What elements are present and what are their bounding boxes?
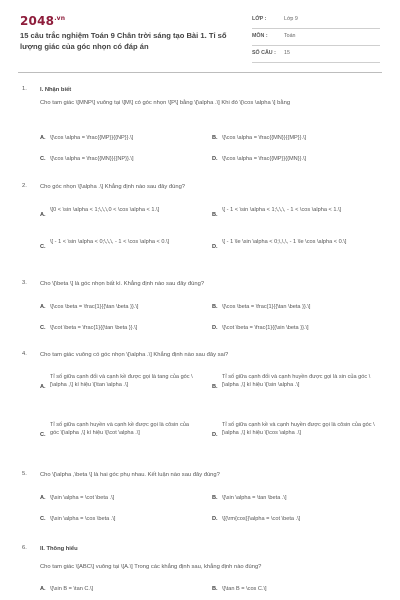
meta-value: 15 [284,50,290,56]
option-text: \[\sin \alpha = \tan \beta .\] [222,495,287,501]
option-text: \[ - 1 < \sin \alpha < 1;\,\,\, - 1 < \cos \alpha < 1.\] [222,207,342,213]
option-letter: A. [40,212,46,218]
meta-row-count [252,46,380,63]
option-letter: C. [40,325,46,331]
option-text: \[\cot \beta = \frac{1}{{\tan \beta }}.\] [50,325,138,331]
meta-key: SỐ CÂU : [252,50,276,56]
question-number: 6. [22,545,27,551]
option-text: \[\tan B = \cos C.\] [222,586,267,592]
logo-suffix: .vn [54,15,66,22]
option-text: \[\cos \beta = \frac{1}{{\tan \beta }}.\] [50,304,139,310]
option-text: Tỉ số giữa cạnh đối và cạnh huyền được gọi là sin của góc \[\alpha ,\] kí hiệu \[\sin \alpha .\] [222,374,371,388]
question-stem: Cho tam giác \[ABC\] vuông tại \[A.\] Trong các khẳng định sau, khẳng định nào đúng? [40,564,262,570]
meta-value: Toán [284,33,296,39]
option-letter: A. [40,384,46,390]
option-text: \[{\rm{cos}}\alpha = \cot \beta .\] [222,516,301,522]
option-text: \[\cos \beta = \frac{1}{{\tan \beta }}.\] [222,304,311,310]
logo-text: 2048 [20,14,55,28]
option-letter: A. [40,304,46,310]
document-header [0,0,400,66]
meta-key: LỚP : [252,16,267,22]
option-letter: D. [212,156,218,162]
meta-value: Lớp 9 [284,16,298,22]
question-stem: Cho tam giác vuông có góc nhọn \[\alpha .\] Khẳng định nào sau đây sai? [40,352,229,358]
option-letter: D. [212,516,218,522]
question-number: 4. [22,351,27,357]
option-text: \[\cos \alpha = \frac{{MP}}{{NP}}.\] [50,135,134,141]
option-text: \[\sin \alpha = \cos \beta .\] [50,516,116,522]
option-text: \[\cos \alpha = \frac{{MP}}{{MN}}.\] [222,156,307,162]
option-text: \[\sin B = \tan C.\] [50,586,94,592]
option-text: Tỉ số giữa cạnh huyền và cạnh kề được gọi là côsin của góc \[\alpha ,\] kí hiệu \[\cot \alpha .\] [50,422,189,436]
site-logo[interactable] [20,14,65,28]
meta-key: MÔN : [252,33,268,39]
question-stem: Cho tam giác \[MNP\] vuông tại \[M\] có góc nhọn \[P\] bằng \[\alpha .\] Khi đó \[\cos \alpha \] bằng [40,100,291,106]
option-text: \[\cot \beta = \frac{1}{{\sin \beta }}.\] [222,325,309,331]
option-letter: C. [40,156,46,162]
option-letter: D. [212,244,218,250]
header-divider [18,72,382,73]
option-letter: C. [40,516,46,522]
question-stem: Cho \[\beta \] là góc nhọn bất kì. Khẳng định nào sau đây đúng? [40,281,205,287]
option-letter: A. [40,586,46,592]
option-letter: C. [40,244,46,250]
option-letter: B. [212,495,218,501]
option-text: Tỉ số giữa cạnh kề và cạnh huyền được gọi là côsin của góc \[\alpha ,\] kí hiệu \[\cos \alpha .\] [222,422,375,436]
meta-row-grade [252,12,380,29]
document-title: 15 câu trắc nghiệm Toán 9 Chân trời sáng tạo Bài 1. Tỉ số lượng giác của góc nhọn có đáp án [20,31,227,51]
option-text: \[\sin \alpha = \cot \beta .\] [50,495,115,501]
option-letter: B. [212,384,218,390]
option-letter: A. [40,135,46,141]
option-letter: B. [212,212,218,218]
option-text: \[ - 1 < \sin \alpha < 0;\,\,\, - 1 < \cos \alpha < 0.\] [50,239,170,245]
option-text: \[ - 1 \le \sin \alpha < 0;\,\,\, - 1 \le \cos \alpha < 0.\] [222,239,347,245]
option-letter: D. [212,325,218,331]
option-text: \[0 < \sin \alpha < 1;\,\,\,0 < \cos \alpha < 1.\] [50,207,160,213]
option-letter: A. [40,495,46,501]
option-text: \[\cos \alpha = \frac{{MN}}{{MP}}.\] [222,135,307,141]
option-letter: B. [212,586,218,592]
question-stem: Cho \[\alpha ,\beta \] là hai góc phụ nhau. Kết luận nào sau đây đúng? [40,472,220,478]
question-number: 3. [22,280,27,286]
question-number: 2. [22,183,27,189]
option-letter: C. [40,432,46,438]
option-letter: B. [212,304,218,310]
option-letter: D. [212,432,218,438]
option-text: Tỉ số giữa cạnh đối và cạnh kề được gọi là tang của góc \[\alpha ,\] kí hiệu \[\tan \alpha .\] [50,374,193,388]
option-letter: B. [212,135,218,141]
question-number: 1. [22,86,27,92]
option-text: \[\cos \alpha = \frac{{MN}}{{NP}}.\] [50,156,134,162]
question-number: 5. [22,471,27,477]
question-stem: Cho góc nhọn \[\alpha .\] Khẳng định nào sau đây đúng? [40,184,186,190]
section-title: I. Nhận biết [40,87,72,93]
meta-row-subject [252,29,380,46]
meta-table [252,12,380,63]
section-title: II. Thông hiểu [40,546,78,552]
